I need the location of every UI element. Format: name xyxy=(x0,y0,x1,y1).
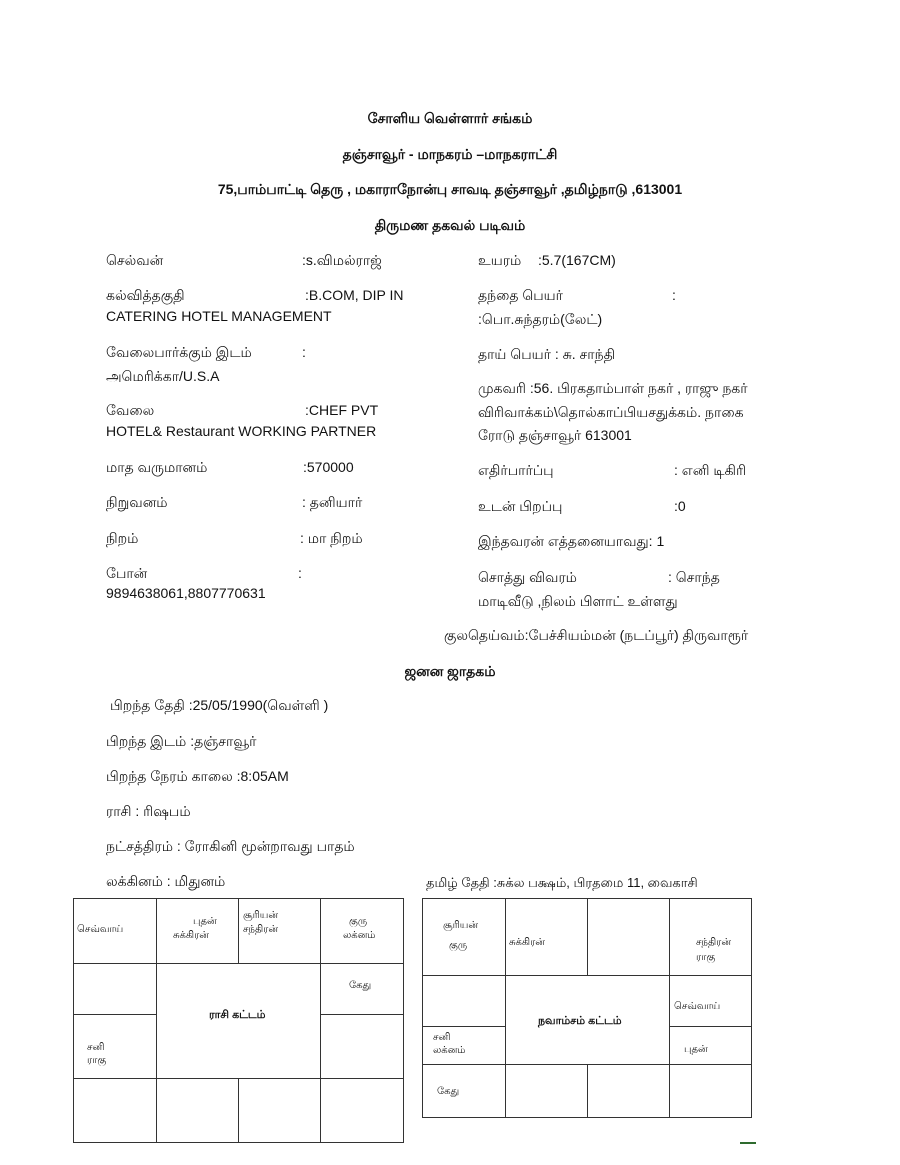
navamsa-planet-mercury: புதன் xyxy=(684,1044,708,1055)
rasi-cell-5 xyxy=(320,963,404,1015)
rasi-cell-4 xyxy=(320,898,404,964)
rasi-lagnam: லக்னம் xyxy=(343,930,376,941)
lagnam-line: லக்கினம் : மிதுனம் xyxy=(106,873,226,889)
rasi-cell-3 xyxy=(238,898,321,964)
org-title: சோளிய வெள்ளார் சங்கம் xyxy=(367,110,533,126)
birth-date: பிறந்த தேதி :25/05/1990(வெள்ளி ) xyxy=(110,697,329,713)
navamsa-cell-9 xyxy=(505,1064,588,1118)
siblings-value: :0 xyxy=(674,498,686,514)
workplace-colon: : xyxy=(302,344,306,360)
education-value-cont: CATERING HOTEL MANAGEMENT xyxy=(106,308,332,324)
address-line-1: முகவரி :56. பிரகதாம்பாள் நகர் , ராஜு நகர் xyxy=(478,380,748,396)
father-colon: : xyxy=(672,287,676,303)
rasi-cell-10 xyxy=(73,1078,157,1143)
rasi-cell-6 xyxy=(320,1014,404,1079)
rasi-planet-saturn: சனி xyxy=(87,1042,105,1053)
city-line: தஞ்சாவூர் - மாநகரம் –மாநகராட்சி xyxy=(342,146,558,162)
rasi-planet-jupiter: குரு xyxy=(349,916,368,927)
siblings-label: உடன் பிறப்பு xyxy=(478,498,563,514)
rasi-planet-venus: சுக்கிரன் xyxy=(173,930,209,941)
father-label: தந்தை பெயர் xyxy=(478,287,563,303)
complexion-label: நிறம் xyxy=(106,530,139,546)
property-value: : சொந்த xyxy=(668,569,720,585)
navamsa-planet-mars: செவ்வாய் xyxy=(674,1001,721,1012)
name-value: :s.விமல்ராஜ் xyxy=(302,252,382,268)
rasi-cell-8 xyxy=(238,1078,321,1143)
address-line-2: விரிவாக்கம்\தொல்காப்பியசதுக்கம். நாகை xyxy=(478,404,744,420)
navamsa-cell-7 xyxy=(669,1064,752,1118)
page-mark xyxy=(740,1142,756,1144)
phone-value: 9894638061,8807770631 xyxy=(106,585,266,601)
rasi-line: ராசி : ரிஷபம் xyxy=(106,803,191,819)
rasi-cell-7 xyxy=(320,1078,404,1143)
navamsa-planet-venus: சுக்கிரன் xyxy=(509,937,545,948)
navamsa-cell-5 xyxy=(669,975,752,1027)
address-line-3: ரோடு தஞ்சாவூர் 613001 xyxy=(478,427,632,443)
rasi-planet-moon: சந்திரன் xyxy=(243,924,279,935)
navamsa-cell-1 xyxy=(422,898,506,976)
property-label: சொத்து விவரம் xyxy=(478,569,577,585)
rasi-planet-ketu: கேது xyxy=(349,980,372,991)
job-value: :CHEF PVT xyxy=(305,402,379,418)
phone-colon: : xyxy=(298,565,302,581)
phone-label: போன் xyxy=(106,565,148,581)
family-deity: குலதெய்வம்:பேச்சியம்மன் (நடப்பூர்) திருவாரூர் xyxy=(444,627,749,643)
birth-place: பிறந்த இடம் :தஞ்சாவூர் xyxy=(106,733,257,749)
rasi-cell-1 xyxy=(73,898,157,964)
rasi-cell-2 xyxy=(156,898,239,964)
address-line: 75,பாம்பாட்டி தெரு , மகாராநோன்பு சாவடி தஞ்சாவூர் ,தமிழ்நாடு ,613001 xyxy=(217,181,683,197)
rasi-planet-mercury: புதன் xyxy=(193,916,217,927)
navamsa-cell-2 xyxy=(505,898,588,976)
rasi-planet-rahu: ராகு xyxy=(87,1055,107,1066)
property-value-cont: மாடிவீடு ,நிலம் பிளாட் உள்ளது xyxy=(478,593,678,609)
expectation-label: எதிர்பார்ப்பு xyxy=(478,462,554,478)
navamsa-planet-sun: சூரியன் xyxy=(443,920,479,931)
navamsa-planet-saturn: சனி xyxy=(433,1032,451,1043)
tamil-date-line: தமிழ் தேதி :சுக்ல பக்ஷம், பிரதமை 11, வைகாசி xyxy=(426,875,698,890)
mother-line: தாய் பெயர் : சு. சாந்தி xyxy=(478,346,616,362)
star-line: நட்சத்திரம் : ரோகினி மூன்றாவது பாதம் xyxy=(106,838,355,854)
navamsa-cell-10 xyxy=(422,1064,506,1118)
workplace-label: வேலைபார்க்கும் இடம் xyxy=(106,344,252,360)
job-label: வேலை xyxy=(106,402,155,418)
complexion-value: : மா நிறம் xyxy=(300,530,363,546)
navamsa-planet-rahu: ராகு xyxy=(696,952,716,963)
education-value: :B.COM, DIP IN xyxy=(305,287,404,303)
form-title: திருமண தகவல் படிவம் xyxy=(374,217,526,233)
father-value: :பொ.சுந்தரம்(லேட்) xyxy=(478,311,603,327)
rasi-planet-sun: சூரியன் xyxy=(243,910,279,921)
horoscope-title: ஜனன ஜாதகம் xyxy=(404,663,496,679)
company-value: : தனியார் xyxy=(302,494,363,510)
navamsa-chart xyxy=(422,898,752,1118)
birth-time: பிறந்த நேரம் காலை :8:05AM xyxy=(106,768,289,784)
navamsa-cell-11 xyxy=(422,1026,506,1065)
workplace-value: அமெரிக்கா/U.S.A xyxy=(106,368,220,384)
education-label: கல்வித்தகுதி xyxy=(106,287,185,303)
navamsa-planet-ketu: கேது xyxy=(437,1086,460,1097)
job-value-cont: HOTEL& Restaurant WORKING PARTNER xyxy=(106,423,377,439)
rasi-planet-mars: செவ்வாய் xyxy=(77,924,124,935)
navamsa-cell-3 xyxy=(587,898,670,976)
height-label: உயரம் xyxy=(478,252,522,268)
income-label: மாத வருமானம் xyxy=(106,459,208,475)
rasi-cell-9 xyxy=(156,1078,239,1143)
navamsa-planet-moon: சந்திரன் xyxy=(696,937,732,948)
navamsa-planet-jupiter: குரு xyxy=(449,940,468,951)
rasi-cell-11 xyxy=(73,1014,157,1079)
expectation-value: : எனி டிகிரி xyxy=(674,462,747,478)
name-label: செல்வன் xyxy=(106,252,164,268)
income-value: :570000 xyxy=(303,459,354,475)
navamsa-cell-4 xyxy=(669,898,752,976)
rasi-center xyxy=(156,963,321,1079)
company-label: நிறுவனம் xyxy=(106,494,168,510)
height-value: :5.7(167CM) xyxy=(538,252,616,268)
rasi-chart-title: ராசி கட்டம் xyxy=(209,1009,266,1021)
navamsa-cell-6 xyxy=(669,1026,752,1065)
navamsa-center xyxy=(505,975,670,1065)
birth-order: இந்தவரன் எத்தனையாவது: 1 xyxy=(478,533,665,549)
navamsa-lagnam: லக்னம் xyxy=(433,1045,466,1056)
rasi-chart xyxy=(73,898,404,1143)
navamsa-cell-8 xyxy=(587,1064,670,1118)
navamsa-chart-title: நவாம்சம் கட்டம் xyxy=(538,1015,622,1027)
navamsa-cell-12 xyxy=(422,975,506,1027)
rasi-cell-12 xyxy=(73,963,157,1015)
